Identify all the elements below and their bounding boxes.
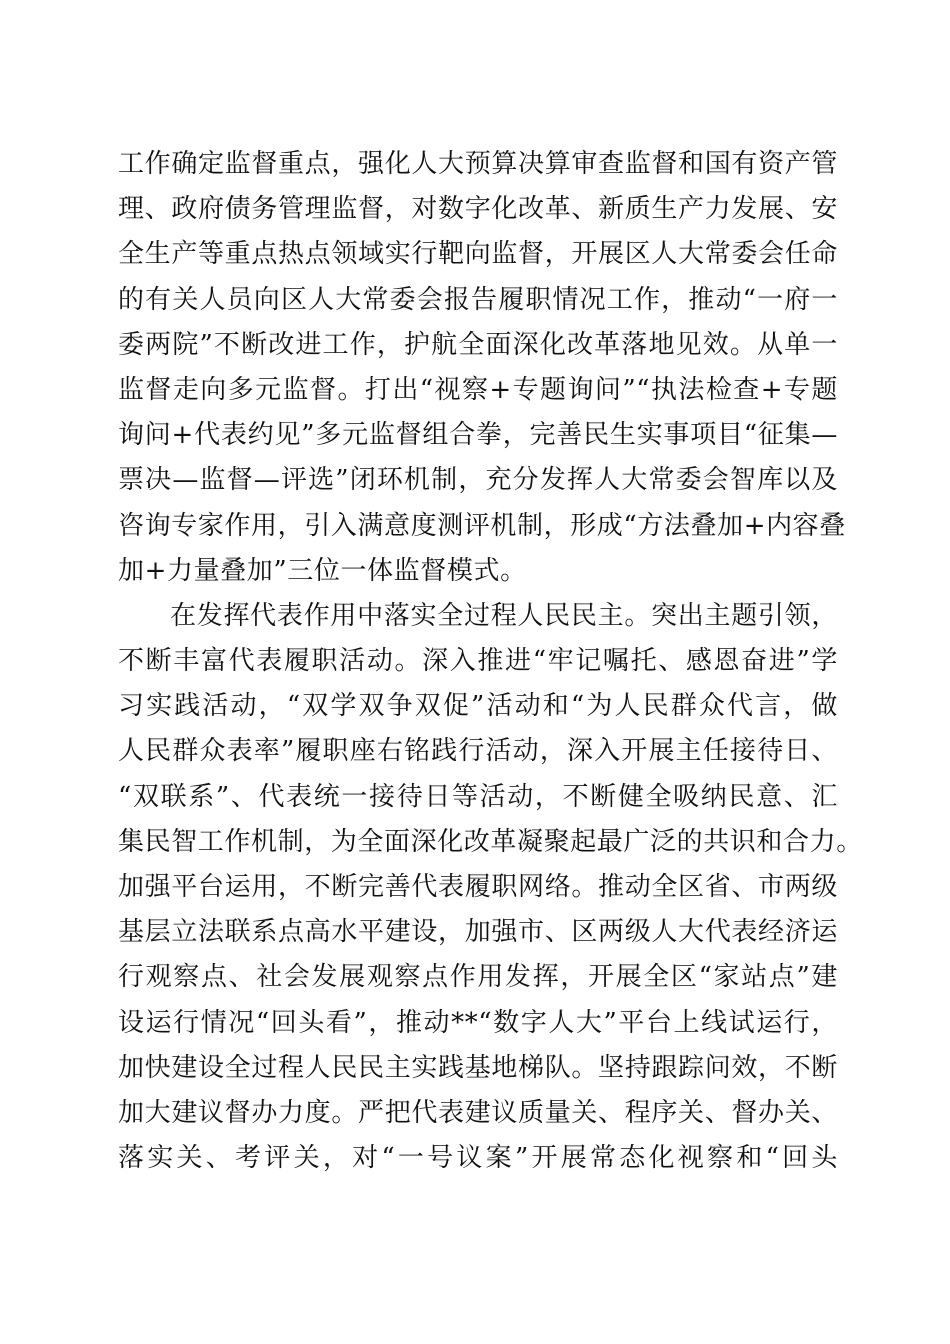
p2-line-8: 基层立法联系点高水平建设，加强市、区两级人大代表经济运: [118, 917, 838, 948]
p2-line-3: 习实践活动，“双学双争双促”活动和“为人民群众代言，做: [118, 691, 838, 722]
p1-line-10: 加+力量叠加”三位一体监督模式。: [118, 555, 527, 586]
p2-line-2: 不断丰富代表履职活动。深入推进“牢记嘱托、感恩奋进”学: [118, 646, 838, 677]
p1-line-9: 咨询专家作用，引入满意度测评机制，形成“方法叠加+内容叠: [118, 510, 846, 541]
p2-line-6: 集民智工作机制，为全面深化改革凝聚起最广泛的共识和合力。: [118, 826, 863, 857]
p2-line-13: 落实关、考评关，对“一号议案”开展常态化视察和“回头: [118, 1143, 838, 1174]
p2-line-11: 加快建设全过程人民民主实践基地梯队。坚持跟踪问效，不断: [118, 1052, 838, 1083]
p2-line-7: 加强平台运用，不断完善代表履职网络。推动全区省、市两级: [118, 872, 838, 902]
p1-line-7: 询问+代表约见”多元监督组合拳，完善民生实事项目“征集—: [118, 420, 838, 451]
p2-line-9: 行观察点、社会发展观察点作用发挥，开展全区“家站点”建: [118, 962, 838, 993]
p1-line-5: 委两院”不断改进工作，护航全面深化改革落地见效。从单一: [118, 329, 838, 360]
document-body: [118, 142, 863, 1181]
p2-line-1: 在发挥代表作用中落实全过程人民民主。突出主题引领，: [170, 600, 838, 631]
p2-line-12: 加大建议督办力度。严把代表建议质量关、程序关、督办关、: [118, 1097, 838, 1128]
p1-line-2: 理、政府债务管理监督，对数字化改革、新质生产力发展、安: [118, 194, 838, 225]
p1-line-4: 的有关人员向区人大常委会报告履职情况工作，推动“一府一: [118, 284, 838, 315]
p1-line-6: 监督走向多元监督。打出“视察+专题询问”“执法检查+专题: [118, 374, 838, 405]
p1-line-3: 全生产等重点热点领域实行靶向监督，开展区人大常委会任命: [118, 239, 838, 270]
p1-line-8: 票决—监督—评选”闭环机制，充分发挥人大常委会智库以及: [118, 465, 838, 496]
p2-line-4: 人民群众表率”履职座右铭践行活动，深入开展主任接待日、: [118, 736, 838, 767]
p2-line-10: 设运行情况“回头看”，推动**“数字人大”平台上线试运行，: [118, 1007, 838, 1038]
p2-line-5: “双联系”、代表统一接待日等活动，不断健全吸纳民意、汇: [118, 781, 838, 812]
p1-line-1: 工作确定监督重点，强化人大预算决算审查监督和国有资产管: [118, 149, 838, 179]
